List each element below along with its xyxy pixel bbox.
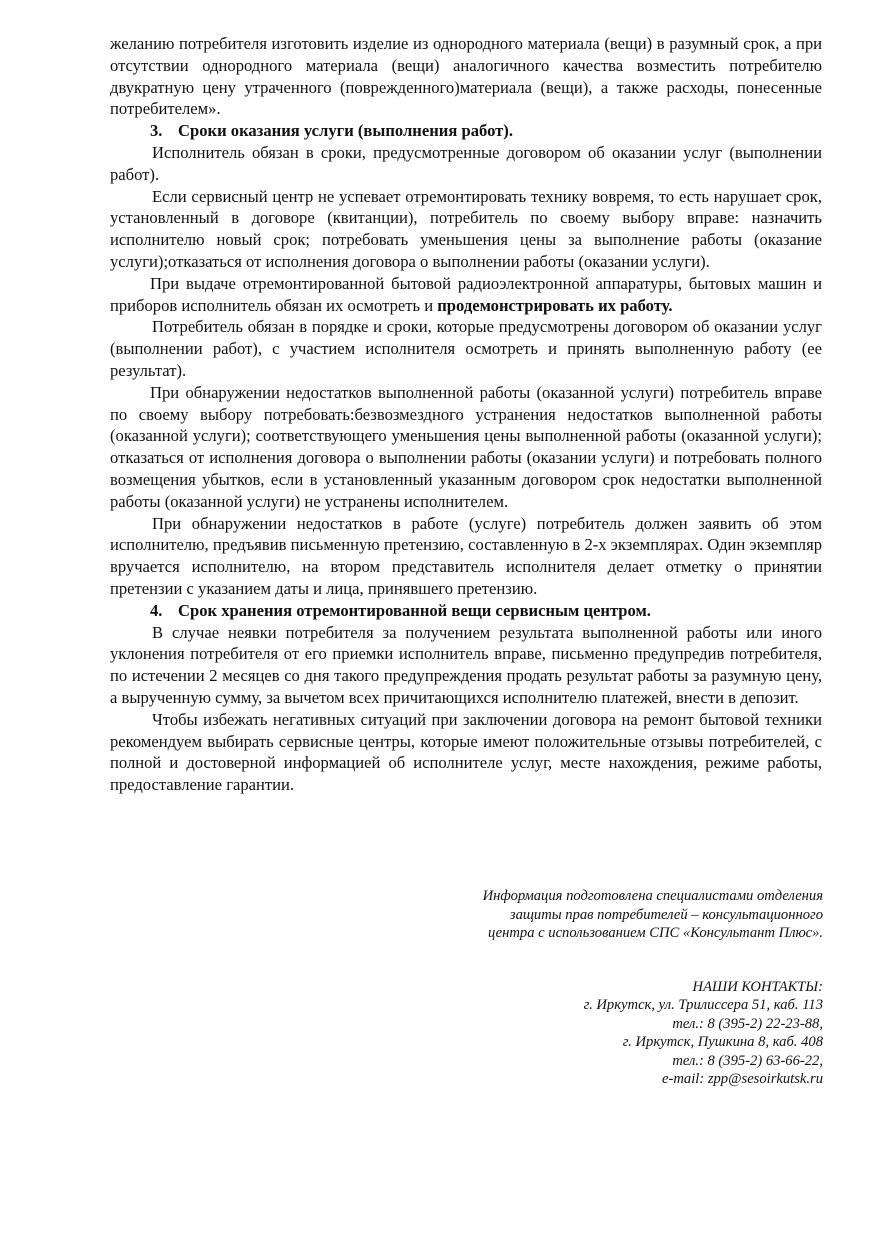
signature-block [363,887,823,1089]
paragraph: При обнаружении недостатков в работе (услуге) потребитель должен заявить об этом исполнителю, предъявив письменную претензию, составленную в 2-х экземплярах. Один экземпляр вручается исполнителю, на втором представитель исполнителя делает отметку о принятии претензии с указанием даты и лица, принявшего претензию. [110,513,822,598]
paragraph-text: При выдаче отремонтированной бытовой радиоэлектронной аппаратуры, бытовых машин и приборов исполнитель обязан их осмотреть и [110,273,822,315]
section-heading-4 [110,600,822,622]
paragraph: Потребитель обязан в порядке и сроки, которые предусмотрены договором об оказании услуг (выполнении работ), с участием исполнителя осмотреть и принять выполненную работу (ее результат). [110,317,822,380]
paragraph: Если сервисный центр не успевает отремонтировать технику вовремя, то есть нарушает срок, установленный в договоре (квитанции), потребитель по своему выбору вправе: назначить исполнителю новый срок; потребовать уменьшения цены за выполнение работы (оказание услуги);отказаться от исполнения договора о выполнении работы (оказании услуги). [110,186,822,271]
document-body [110,33,822,796]
paragraph: При обнаружении недостатков выполненной работы (оказанной услуги) потребитель вправе по своему выбору потребовать:безвозмездного устранения недостатков выполненной работы (оказанной услуги); соответствующего уменьшения цены выполненной работы (оказанной услуги); отказаться от исполнения договора о выполнении работы (оказании услуги) и потребовать полного возмещения убытков, если в установленный указанным договором срок недостатки выполненной работы (оказанной услуги) не устранены исполнителем. [110,382,822,511]
section-title: Срок хранения отремонтированной вещи сервисным центром. [178,600,651,620]
paragraph-bold-text: продемонстрировать их работу. [437,295,673,315]
contact-phone: тел.: 8 (395-2) 63-66-22, [672,1052,823,1069]
info-line: защиты прав потребителей – консультационного [509,906,823,923]
paragraph-continuation: желанию потребителя изготовить изделие из однородного материала (вещи) в разумный срок, а при отсутствии однородного материала (вещи) аналогичного качества возместить потребителю двукратную цену утраченного (поврежденного)материала (вещи), а также расходы, понесенные потребителем». [110,34,822,119]
info-line: Информация подготовлена специалистами отделения [482,888,823,904]
paragraph [110,273,822,317]
contact-address: г. Иркутск, Пушкина 8, каб. 408 [622,1034,823,1050]
section-title: Сроки оказания услуги (выполнения работ). [178,121,513,141]
contact-email: e-mail: zpp@sesoirkutsk.ru [662,1071,823,1087]
contacts-title: НАШИ КОНТАКТЫ: [692,978,823,995]
paragraph: В случае неявки потребителя за получением результата выполненной работы или иного уклонения потребителя от его приемки исполнитель вправе, письменно предупредив потребителя, по истечении 2 месяцев со дня такого предупреждения продать результат работы за разумную цену, а вырученную сумму, за вычетом всех причитающихся исполнителю платежей, внести в депозит. [110,622,822,707]
contact-address: г. Иркутск, ул. Трилиссера 51, каб. 113 [583,997,823,1013]
section-heading-3 [110,120,822,142]
paragraph: Чтобы избежать негативных ситуаций при заключении договора на ремонт бытовой техники рекомендуем выбирать сервисные центры, которые имеют положительные отзывы потребителей, с полной и достоверной информацией об исполнителе услуг, месте нахождения, режиме работы, предоставление гарантии. [110,709,822,795]
section-number: 3. [150,121,163,141]
paragraph: Исполнитель обязан в сроки, предусмотренные договором об оказании услуг (выполнении работ). [110,142,822,184]
spacer [363,943,823,978]
section-number: 4. [150,600,163,620]
contact-phone: тел.: 8 (395-2) 22-23-88, [672,1015,823,1032]
info-line: центра с использованием СПС «Консультант Плюс». [488,925,823,941]
